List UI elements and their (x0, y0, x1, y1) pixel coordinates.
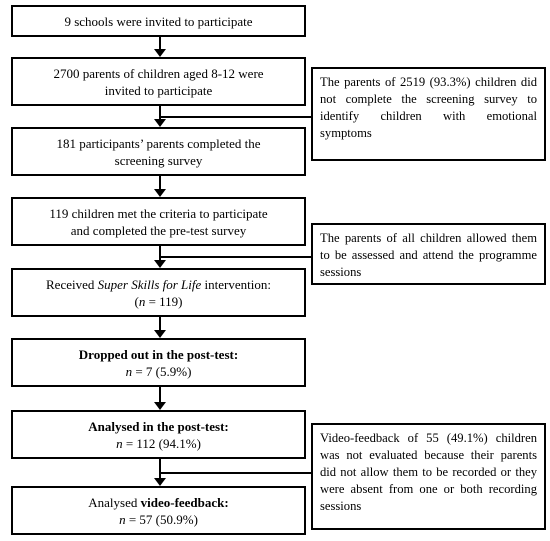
video-count: n = 57 (50.9%) (119, 511, 198, 527)
intervention-name: Super Skills for Life (97, 276, 202, 292)
box-video-feedback (11, 486, 306, 535)
note-video-text: Video-feedback of 55 (49.1%) children was not evaluated because their parents did not allow them to be recorded or they were absent from one or both recording sessions (320, 431, 537, 513)
intervention-line1: Received Super Skills for Life intervention: (46, 276, 271, 292)
box-parents-invited (11, 57, 306, 106)
connector-video-not-evaluated (160, 472, 311, 474)
screening-line2: screening survey (114, 152, 203, 168)
note-video-not-evaluated (311, 423, 546, 530)
criteria-line1: 119 children met the criteria to participate (49, 205, 268, 221)
intervention-line2: (n = 119) (134, 293, 183, 309)
parents-invited-line1: 2700 parents of children aged 8-12 were (53, 65, 264, 81)
note-allowed (311, 223, 546, 285)
dropped-count: n = 7 (5.9%) (125, 363, 192, 379)
arrow-schools-to-parents (159, 37, 161, 49)
criteria-line2: and completed the pre-test survey (70, 222, 247, 238)
connector-allowed (160, 256, 311, 258)
parents-invited-line2: invited to participate (104, 82, 213, 98)
note-not-completed (311, 67, 546, 161)
dropped-label: Dropped out in the post-test: (78, 346, 239, 362)
note-not-completed-text: The parents of 2519 (93.3%) children did not complete the screening survey to identify children with emotional symptoms (320, 75, 537, 140)
box-schools-invited (11, 5, 306, 37)
arrow-screening-to-criteria (159, 176, 161, 189)
screening-line1: 181 participants’ parents completed the (56, 135, 261, 151)
box-analysed-post-test (11, 410, 306, 459)
arrow-intervention-to-dropped (159, 317, 161, 330)
analysed-count: n = 112 (94.1%) (116, 435, 201, 451)
note-allowed-text: The parents of all children allowed them to be assessed and attend the programme sessions (320, 231, 537, 279)
box-screening-completed (11, 127, 306, 176)
box-dropped-out (11, 338, 306, 387)
box-criteria-met (11, 197, 306, 246)
analysed-label: Analysed in the post-test: (88, 418, 229, 434)
box-intervention (11, 268, 306, 317)
arrow-dropped-to-analysed (159, 387, 161, 402)
connector-not-completed (160, 116, 311, 118)
schools-invited-text: 9 schools were invited to participate (64, 13, 253, 29)
video-label: Analysed video-feedback: (88, 494, 229, 510)
arrow-analysed-to-video (159, 459, 161, 478)
